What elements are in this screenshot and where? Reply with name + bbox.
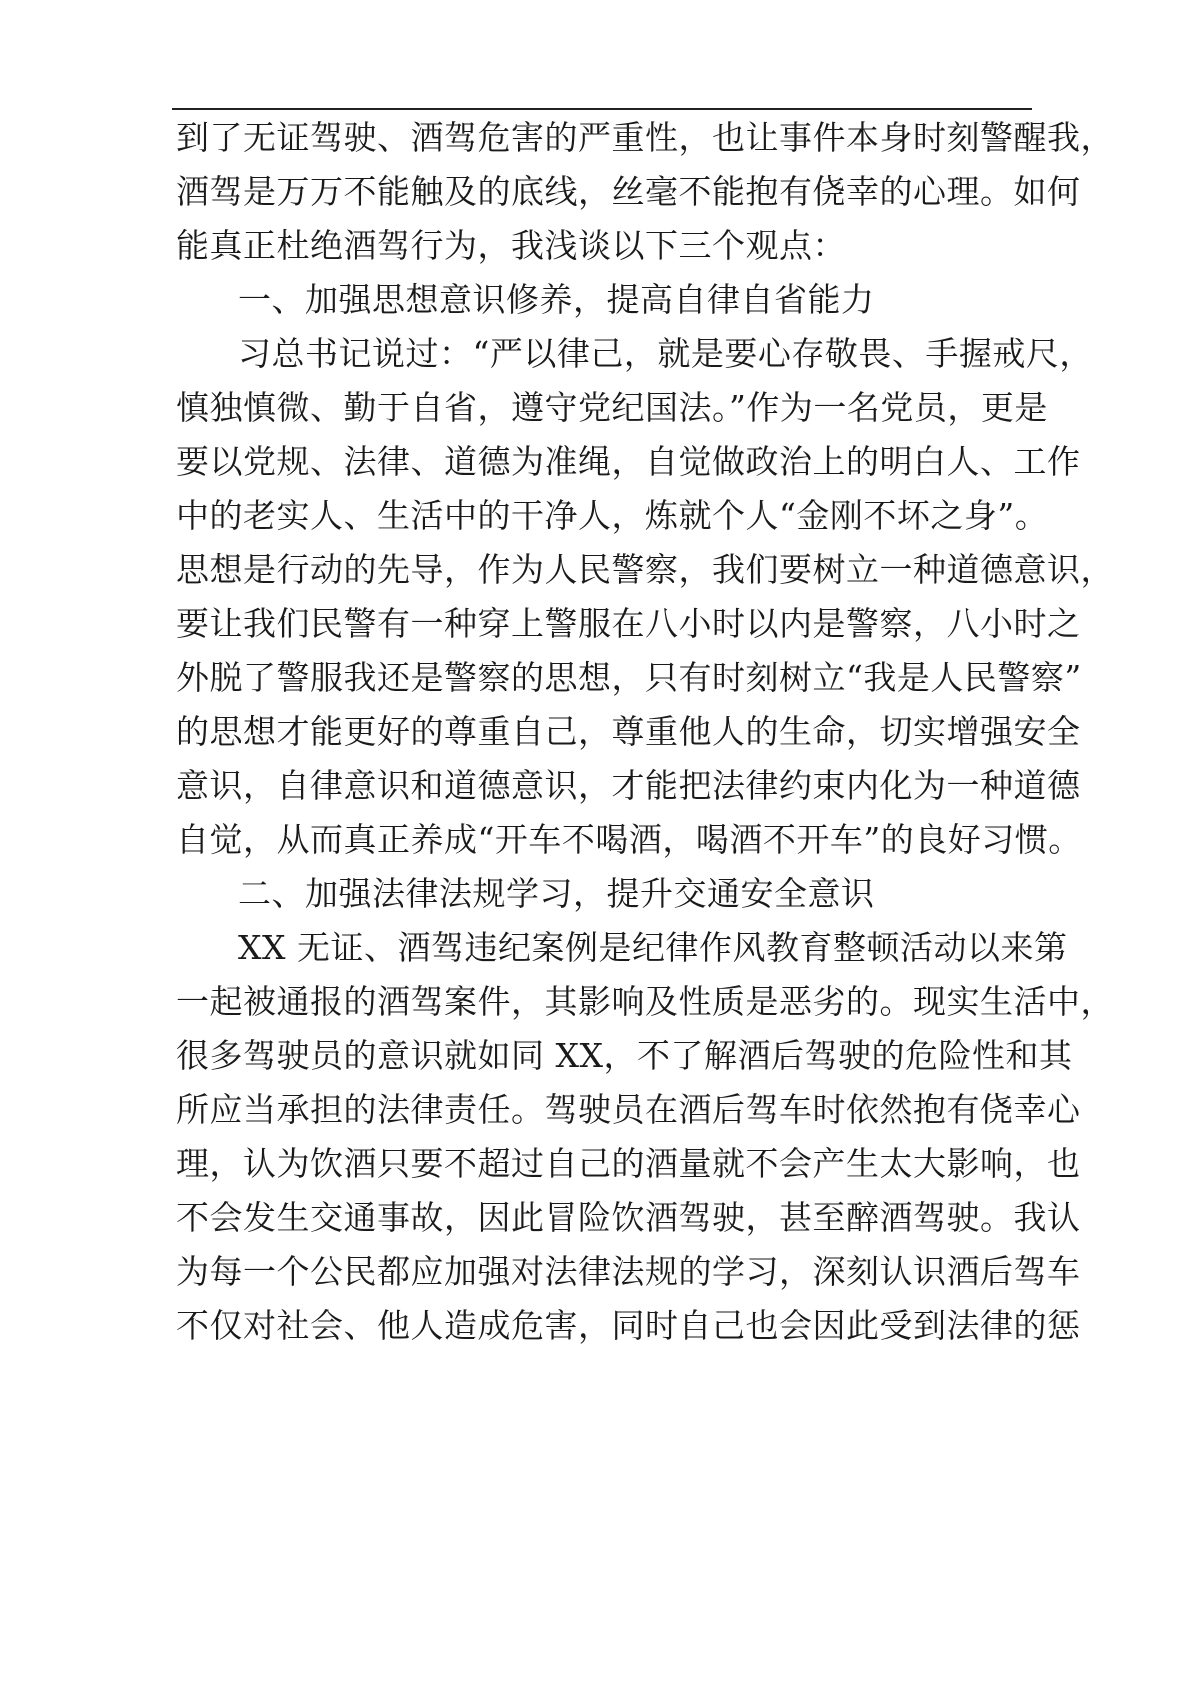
header-rule xyxy=(172,108,1032,110)
text-line-22: 为每一个公民都应加强对法律法规的学习，深刻认识酒后驾车 xyxy=(176,1252,1081,1291)
text-line-9: 思想是行动的先导，作为人民警察，我们要树立一种道德意识， xyxy=(176,550,1114,589)
text-line-16: XX 无证、酒驾违纪案例是纪律作风教育整顿活动以来第 xyxy=(238,928,1068,967)
text-line-23: 不仅对社会、他人造成危害，同时自己也会因此受到法律的惩 xyxy=(176,1306,1081,1345)
section-heading-2: 二、加强法律法规学习，提升交通安全意识 xyxy=(238,874,875,913)
text-line-13: 意识，自律意识和道德意识，才能把法律约束内化为一种道德 xyxy=(176,766,1081,805)
text-line-20: 理，认为饮酒只要不超过自己的酒量就不会产生太大影响，也 xyxy=(176,1144,1081,1183)
text-line-3: 能真正杜绝酒驾行为，我浅谈以下三个观点： xyxy=(176,226,846,265)
text-line-17: 一起被通报的酒驾案件，其影响及性质是恶劣的。现实生活中， xyxy=(176,982,1114,1021)
text-line-2: 酒驾是万万不能触及的底线，丝毫不能抱有侥幸的心理。如何 xyxy=(176,172,1081,211)
text-line-6: 慎独慎微、勤于自省，遵守党纪国法。”作为一名党员，更是 xyxy=(176,388,1048,427)
text-line-21: 不会发生交通事故，因此冒险饮酒驾驶，甚至醉酒驾驶。我认 xyxy=(176,1198,1081,1237)
text-line-14: 自觉，从而真正养成“开车不喝酒，喝酒不开车”的良好习惯。 xyxy=(176,820,1082,859)
text-line-18: 很多驾驶员的意识就如同 XX，不了解酒后驾驶的危险性和其 xyxy=(176,1036,1073,1075)
text-line-1: 到了无证驾驶、酒驾危害的严重性，也让事件本身时刻警醒我， xyxy=(176,118,1114,157)
text-line-19: 所应当承担的法律责任。驾驶员在酒后驾车时依然抱有侥幸心 xyxy=(176,1090,1081,1129)
text-line-12: 的思想才能更好的尊重自己，尊重他人的生命，切实增强安全 xyxy=(176,712,1081,751)
section-heading-1: 一、加强思想意识修养，提高自律自省能力 xyxy=(238,280,875,319)
text-line-7: 要以党规、法律、道德为准绳，自觉做政治上的明白人、工作 xyxy=(176,442,1081,481)
text-line-10: 要让我们民警有一种穿上警服在八小时以内是警察，八小时之 xyxy=(176,604,1081,643)
text-line-5: 习总书记说过：“严以律己，就是要心存敬畏、手握戒尺， xyxy=(238,334,1093,373)
text-line-8: 中的老实人、生活中的干净人，炼就个人“金刚不坏之身”。 xyxy=(176,496,1049,535)
text-line-11: 外脱了警服我还是警察的思想，只有时刻树立“我是人民警察” xyxy=(176,658,1082,697)
